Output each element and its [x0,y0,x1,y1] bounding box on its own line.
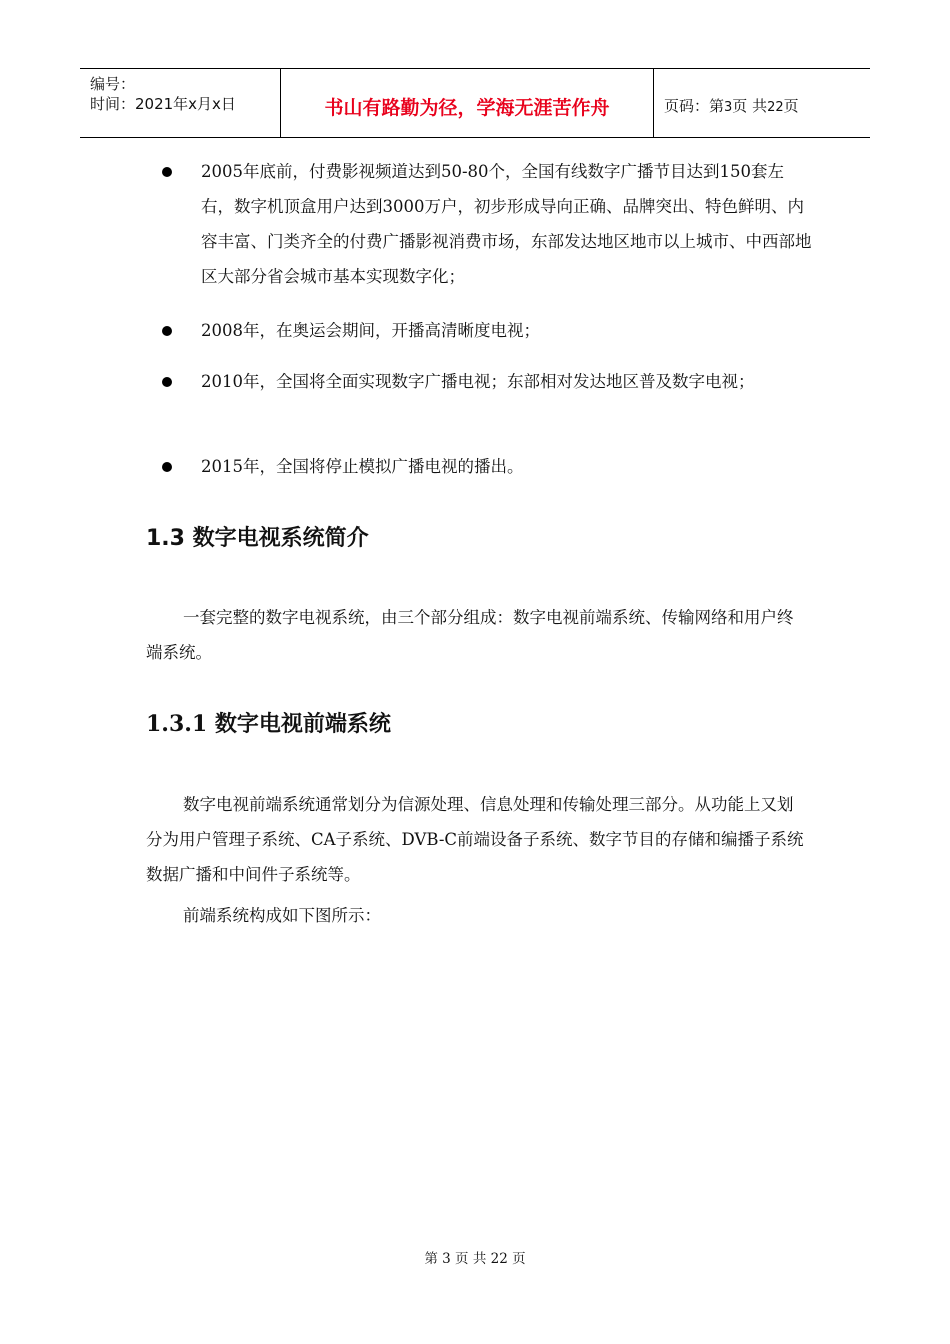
section-1-3-paragraph: 一套完整的数字电视系统，由三个部分组成：数字电视前端系统、传输网络和用户终端系统。 [146,608,794,662]
bullet-text-2008: 2008年，在奥运会期间，开播高清晰度电视； [201,321,540,340]
bullet-text-2015: 2015年，全国将停止模拟广播电视的播出。 [201,457,524,476]
header-info-cell [80,69,281,137]
page-prefix: 页码：第 [664,97,725,115]
header-page-cell [654,69,870,137]
page-suffix: 页 [783,97,799,115]
section-1-3-1-paragraph: 数字电视前端系统通常划分为信源处理、信息处理和传输处理三部分。从功能上又划分为用户管理子系统、CA子系统、DVB-C前端设备子系统、数字节目的存储和编播子系统数据广播和中间件子系统等。 [146,795,804,884]
bullet-dot [162,462,172,472]
page-middle: 页 共 [732,97,768,115]
bullet-text-2005: 2005年底前，付费影视频道达到50-80个，全国有线数字广播节目达到150套左右，数字机顶盒用户达到3000万户，初步形成导向正确、品牌突出、特色鲜明、内容丰富、门类齐全的付费广播影视消费市场，东部发达地区地市以上城市、中西部地区大部分省会城市基本实现数字化； [201,162,812,286]
header-motto: 书山有路勤为径，学海无涯苦作舟 [324,97,610,119]
page-current: 3 [724,100,733,115]
header-time-label: 时间：2021年x月x日 [90,95,236,113]
header-motto-cell [281,69,654,137]
section-heading-1-3-1: 1.3.1 数字电视前端系统 [146,711,391,737]
section-1-3-1-figure-intro: 前端系统构成如下图所示： [183,906,381,925]
header-number-label: 编号： [90,75,136,93]
page-header [80,68,870,138]
bullet-dot [162,326,172,336]
bullet-dot [162,377,172,387]
page-footer: 第 3 页 共 22 页 [424,1251,526,1267]
header-page-number [664,95,799,116]
bullet-text-2010: 2010年，全国将全面实现数字广播电视；东部相对发达地区普及数字电视； [201,372,755,391]
page-total: 22 [767,100,784,115]
section-heading-1-3: 1.3 数字电视系统简介 [146,526,369,551]
bullet-dot [162,167,172,177]
